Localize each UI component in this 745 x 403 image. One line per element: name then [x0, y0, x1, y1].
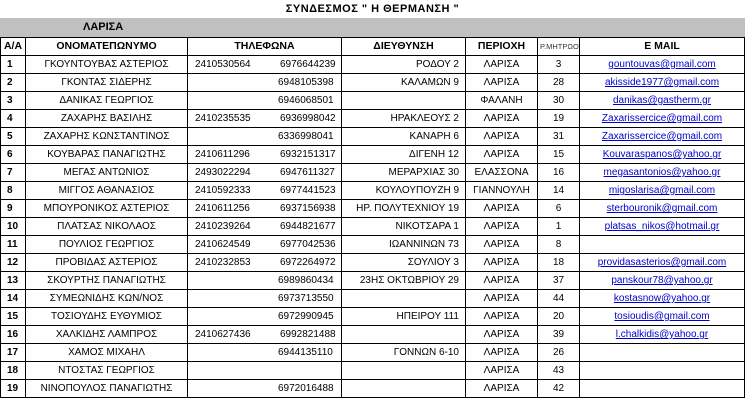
header-row: [1, 38, 745, 56]
phones-cell: [188, 146, 342, 164]
email-link[interactable]: akisside1977@gmail.com: [580, 74, 745, 92]
phones-cell: [188, 254, 342, 272]
area: ΛΑΡΙΣΑ: [466, 146, 538, 164]
member-name: ΠΡΟΒΙΔΑΣ ΑΣΤΕΡΙΟΣ: [26, 254, 188, 272]
area: ΕΛΑΣΣΟΝΑ: [466, 164, 538, 182]
address: ΗΡ. ΠΟΛΥΤΕΧΝΙΟΥ 19: [342, 200, 466, 218]
mobile-phone: 6946068501: [278, 95, 334, 106]
mobile-phone: 6989860434: [278, 275, 334, 286]
email-link[interactable]: providasasterios@gmail.com: [580, 254, 745, 272]
member-name: ΜΙΓΓΟΣ ΑΘΑΝΑΣΙΟΣ: [26, 182, 188, 200]
email-link[interactable]: panskour78@yahoo.gr: [580, 272, 745, 290]
member-name: ΓΚΟΥΝΤΟΥΒΑΣ ΑΣΤΕΡΙΟΣ: [26, 56, 188, 74]
phones-cell: [188, 308, 342, 326]
address: ΗΡΑΚΛΕΟΥΣ 2: [342, 110, 466, 128]
address: [342, 290, 466, 308]
row-number: 5: [1, 128, 26, 146]
registry-number: 20: [538, 308, 580, 326]
landline-phone: 2410530564: [195, 59, 251, 70]
email-link: [580, 362, 745, 380]
table-row: [1, 56, 745, 74]
mobile-phone: 6937156938: [280, 203, 336, 214]
member-name: ΠΟΥΛΙΟΣ ΓΕΩΡΓΙΟΣ: [26, 236, 188, 254]
phones-cell: [188, 128, 342, 146]
row-number: 12: [1, 254, 26, 272]
row-number: 10: [1, 218, 26, 236]
email-link[interactable]: sterbouronik@gmail.com: [580, 200, 745, 218]
row-number: 4: [1, 110, 26, 128]
mobile-phone: 6973713550: [278, 293, 334, 304]
col-header-name: ΟΝΟΜΑΤΕΠΩΝΥΜΟ: [26, 38, 188, 56]
email-link[interactable]: gountouvas@gmail.com: [580, 56, 745, 74]
mobile-phone: 6992821488: [280, 329, 336, 340]
address: [342, 380, 466, 398]
phones-cell: [188, 74, 342, 92]
col-header-mhtroo: Ρ.ΜΗΤΡΩΟ: [538, 38, 580, 56]
mobile-phone: 6976644239: [280, 59, 336, 70]
registry-number: 31: [538, 128, 580, 146]
table-row: [1, 110, 745, 128]
mobile-phone: 6977042536: [280, 239, 336, 250]
table-row: [1, 362, 745, 380]
area: ΛΑΡΙΣΑ: [466, 56, 538, 74]
col-header-address: ΔΙΕΥΘΥΝΣΗ: [342, 38, 466, 56]
table-row: [1, 380, 745, 398]
mobile-phone: 6972016488: [278, 383, 334, 394]
landline-phone: 2410235535: [195, 113, 251, 124]
phones-cell: [188, 362, 342, 380]
phones-cell: [188, 164, 342, 182]
member-name: ΓΚΟΝΤΑΣ ΣΙΔΕΡΗΣ: [26, 74, 188, 92]
landline-phone: 2410624549: [195, 239, 251, 250]
address: ΝΙΚΟΤΣΑΡΑ 1: [342, 218, 466, 236]
phones-cell: [188, 218, 342, 236]
mobile-phone: 6936998042: [280, 113, 336, 124]
col-header-area: ΠΕΡΙΟΧΗ: [466, 38, 538, 56]
area: ΛΑΡΙΣΑ: [466, 290, 538, 308]
email-link[interactable]: migoslarisa@gmail.com: [580, 182, 745, 200]
phones-cell: [188, 344, 342, 362]
address: ΚΟΥΛΟΥΠΟΥΖΗ 9: [342, 182, 466, 200]
col-header-aa: Α/Α: [1, 38, 26, 56]
registry-number: 39: [538, 326, 580, 344]
row-number: 6: [1, 146, 26, 164]
address: ΚΑΝΑΡΗ 6: [342, 128, 466, 146]
mobile-phone: 6932151317: [280, 149, 336, 160]
landline-phone: 2410232853: [195, 257, 251, 268]
area: ΛΑΡΙΣΑ: [466, 362, 538, 380]
table-row: [1, 182, 745, 200]
phones-cell: [188, 110, 342, 128]
area: ΓΙΑΝΝΟΥΛΗ: [466, 182, 538, 200]
col-header-email: E MAIL: [580, 38, 745, 56]
registry-number: 44: [538, 290, 580, 308]
row-number: 17: [1, 344, 26, 362]
table-row: [1, 74, 745, 92]
area: ΛΑΡΙΣΑ: [466, 110, 538, 128]
mobile-phone: 6336998041: [278, 131, 334, 142]
registry-number: 42: [538, 380, 580, 398]
table-row: [1, 146, 745, 164]
area: ΛΑΡΙΣΑ: [466, 326, 538, 344]
email-link: [580, 380, 745, 398]
region-header: [0, 18, 745, 37]
address: [342, 92, 466, 110]
area: ΦΑΛΑΝΗ: [466, 92, 538, 110]
email-link[interactable]: l.chalkidis@yahoo.gr: [580, 326, 745, 344]
email-link[interactable]: Zaxarissercice@gmail.com: [580, 128, 745, 146]
address: [342, 362, 466, 380]
area: ΛΑΡΙΣΑ: [466, 236, 538, 254]
area: ΛΑΡΙΣΑ: [466, 74, 538, 92]
member-name: ΠΛΑΤΣΑΣ ΝΙΚΟΛΑΟΣ: [26, 218, 188, 236]
row-number: 18: [1, 362, 26, 380]
address: ΗΠΕΙΡΟΥ 111: [342, 308, 466, 326]
email-link[interactable]: Kouvaraspanos@yahoo.gr: [580, 146, 745, 164]
member-name: ΧΑΜΟΣ ΜΙΧΑΗΛ: [26, 344, 188, 362]
email-link[interactable]: megasantonios@yahoo.gr: [580, 164, 745, 182]
member-name: ΧΑΛΚΙΔΗΣ ΛΑΜΠΡΟΣ: [26, 326, 188, 344]
registry-number: 8: [538, 236, 580, 254]
address: ΜΕΡΑΡΧΙΑΣ 30: [342, 164, 466, 182]
area: ΛΑΡΙΣΑ: [466, 218, 538, 236]
col-header-phones: ΤΗΛΕΦΩΝΑ: [188, 38, 342, 56]
registry-number: 28: [538, 74, 580, 92]
address: ΡΟΔΟΥ 2: [342, 56, 466, 74]
table-row: [1, 236, 745, 254]
registry-number: 3: [538, 56, 580, 74]
registry-number: 6: [538, 200, 580, 218]
table-row: [1, 272, 745, 290]
table-row: [1, 254, 745, 272]
document-title: ΣΥΝΔΕΣΜΟΣ " Η ΘΕΡΜΑΝΣΗ ": [285, 3, 460, 15]
member-name: ΝΤΟΣΤΑΣ ΓΕΩΡΓΙΟΣ: [26, 362, 188, 380]
email-link[interactable]: tosioudis@gmail.com: [580, 308, 745, 326]
area: ΛΑΡΙΣΑ: [466, 344, 538, 362]
area: ΛΑΡΙΣΑ: [466, 308, 538, 326]
address: ΔΙΓΕΝΗ 12: [342, 146, 466, 164]
member-name: ΖΑΧΑΡΗΣ ΚΩΝΣΤΑΝΤΙΝΟΣ: [26, 128, 188, 146]
area: ΛΑΡΙΣΑ: [466, 128, 538, 146]
row-number: 7: [1, 164, 26, 182]
email-link: [580, 236, 745, 254]
member-name: ΣΥΜΕΩΝΙΔΗΣ ΚΩΝ/ΝΟΣ: [26, 290, 188, 308]
region-label: ΛΑΡΙΣΑ: [83, 21, 124, 33]
member-name: ΜΕΓΑΣ ΑΝΤΩΝΙΟΣ: [26, 164, 188, 182]
registry-number: 15: [538, 146, 580, 164]
mobile-phone: 6944821677: [280, 221, 336, 232]
phones-cell: [188, 56, 342, 74]
row-number: 2: [1, 74, 26, 92]
email-link[interactable]: danikas@gastherm.gr: [580, 92, 745, 110]
registry-number: 14: [538, 182, 580, 200]
address: ΣΟΥΛΙΟΥ 3: [342, 254, 466, 272]
phones-cell: [188, 182, 342, 200]
phones-cell: [188, 290, 342, 308]
address: ΓΟΝΝΩΝ 6-10: [342, 344, 466, 362]
member-name: ΔΑΝΙΚΑΣ ΓΕΩΡΓΙΟΣ: [26, 92, 188, 110]
row-number: 13: [1, 272, 26, 290]
row-number: 15: [1, 308, 26, 326]
registry-number: 26: [538, 344, 580, 362]
area: ΛΑΡΙΣΑ: [466, 272, 538, 290]
landline-phone: 2410627436: [195, 329, 251, 340]
row-number: 9: [1, 200, 26, 218]
area: ΛΑΡΙΣΑ: [466, 254, 538, 272]
row-number: 11: [1, 236, 26, 254]
table-row: [1, 326, 745, 344]
email-link[interactable]: Zaxarissercice@gmail.com: [580, 110, 745, 128]
landline-phone: 2410611296: [195, 149, 250, 160]
table-row: [1, 200, 745, 218]
table-row: [1, 128, 745, 146]
table-row: [1, 92, 745, 110]
phones-cell: [188, 272, 342, 290]
phones-cell: [188, 326, 342, 344]
registry-number: 19: [538, 110, 580, 128]
area: ΛΑΡΙΣΑ: [466, 380, 538, 398]
mobile-phone: 6948105398: [278, 77, 334, 88]
landline-phone: 2493022294: [195, 167, 251, 178]
email-link[interactable]: kostasnow@yahoo.gr: [580, 290, 745, 308]
address: ΙΩΑΝΝΙΝΩΝ 73: [342, 236, 466, 254]
table-row: [1, 218, 745, 236]
row-number: 19: [1, 380, 26, 398]
registry-number: 37: [538, 272, 580, 290]
registry-number: 16: [538, 164, 580, 182]
email-link[interactable]: platsas_nikos@hotmail.gr: [580, 218, 745, 236]
row-number: 14: [1, 290, 26, 308]
registry-number: 18: [538, 254, 580, 272]
registry-number: 43: [538, 362, 580, 380]
member-name: ΚΟΥΒΑΡΑΣ ΠΑΝΑΓΙΩΤΗΣ: [26, 146, 188, 164]
phones-cell: [188, 92, 342, 110]
member-name: ΣΚΟΥΡΤΗΣ ΠΑΝΑΓΙΩΤΗΣ: [26, 272, 188, 290]
table-row: [1, 344, 745, 362]
member-name: ΜΠΟΥΡΟΝΙΚΟΣ ΑΣΤΕΡΙΟΣ: [26, 200, 188, 218]
row-number: 1: [1, 56, 26, 74]
member-name: ΤΟΣΙΟΥΔΗΣ ΕΥΘΥΜΙΟΣ: [26, 308, 188, 326]
mobile-phone: 6972990945: [278, 311, 334, 322]
table-row: [1, 164, 745, 182]
landline-phone: 2410239264: [195, 221, 251, 232]
address: ΚΑΛΑΜΩΝ 9: [342, 74, 466, 92]
address: [342, 326, 466, 344]
registry-number: 1: [538, 218, 580, 236]
phones-cell: [188, 380, 342, 398]
landline-phone: 2410611256: [195, 203, 250, 214]
mobile-phone: 6944135110: [278, 347, 333, 358]
mobile-phone: 6972264972: [280, 257, 336, 268]
members-table: [0, 37, 745, 398]
mobile-phone: 6947611327: [280, 167, 335, 178]
mobile-phone: 6977441523: [280, 185, 336, 196]
registry-number: 30: [538, 92, 580, 110]
row-number: 3: [1, 92, 26, 110]
row-number: 8: [1, 182, 26, 200]
email-link: [580, 344, 745, 362]
landline-phone: 2410592333: [195, 185, 251, 196]
phones-cell: [188, 200, 342, 218]
table-row: [1, 308, 745, 326]
table-row: [1, 290, 745, 308]
member-name: ΖΑΧΑΡΗΣ ΒΑΣΙΛΗΣ: [26, 110, 188, 128]
row-number: 16: [1, 326, 26, 344]
phones-cell: [188, 236, 342, 254]
area: ΛΑΡΙΣΑ: [466, 200, 538, 218]
address: 23ΗΣ ΟΚΤΩΒΡΙΟΥ 29: [342, 272, 466, 290]
member-name: ΝΙΝΟΠΟΥΛΟΣ ΠΑΝΑΓΙΩΤΗΣ: [26, 380, 188, 398]
